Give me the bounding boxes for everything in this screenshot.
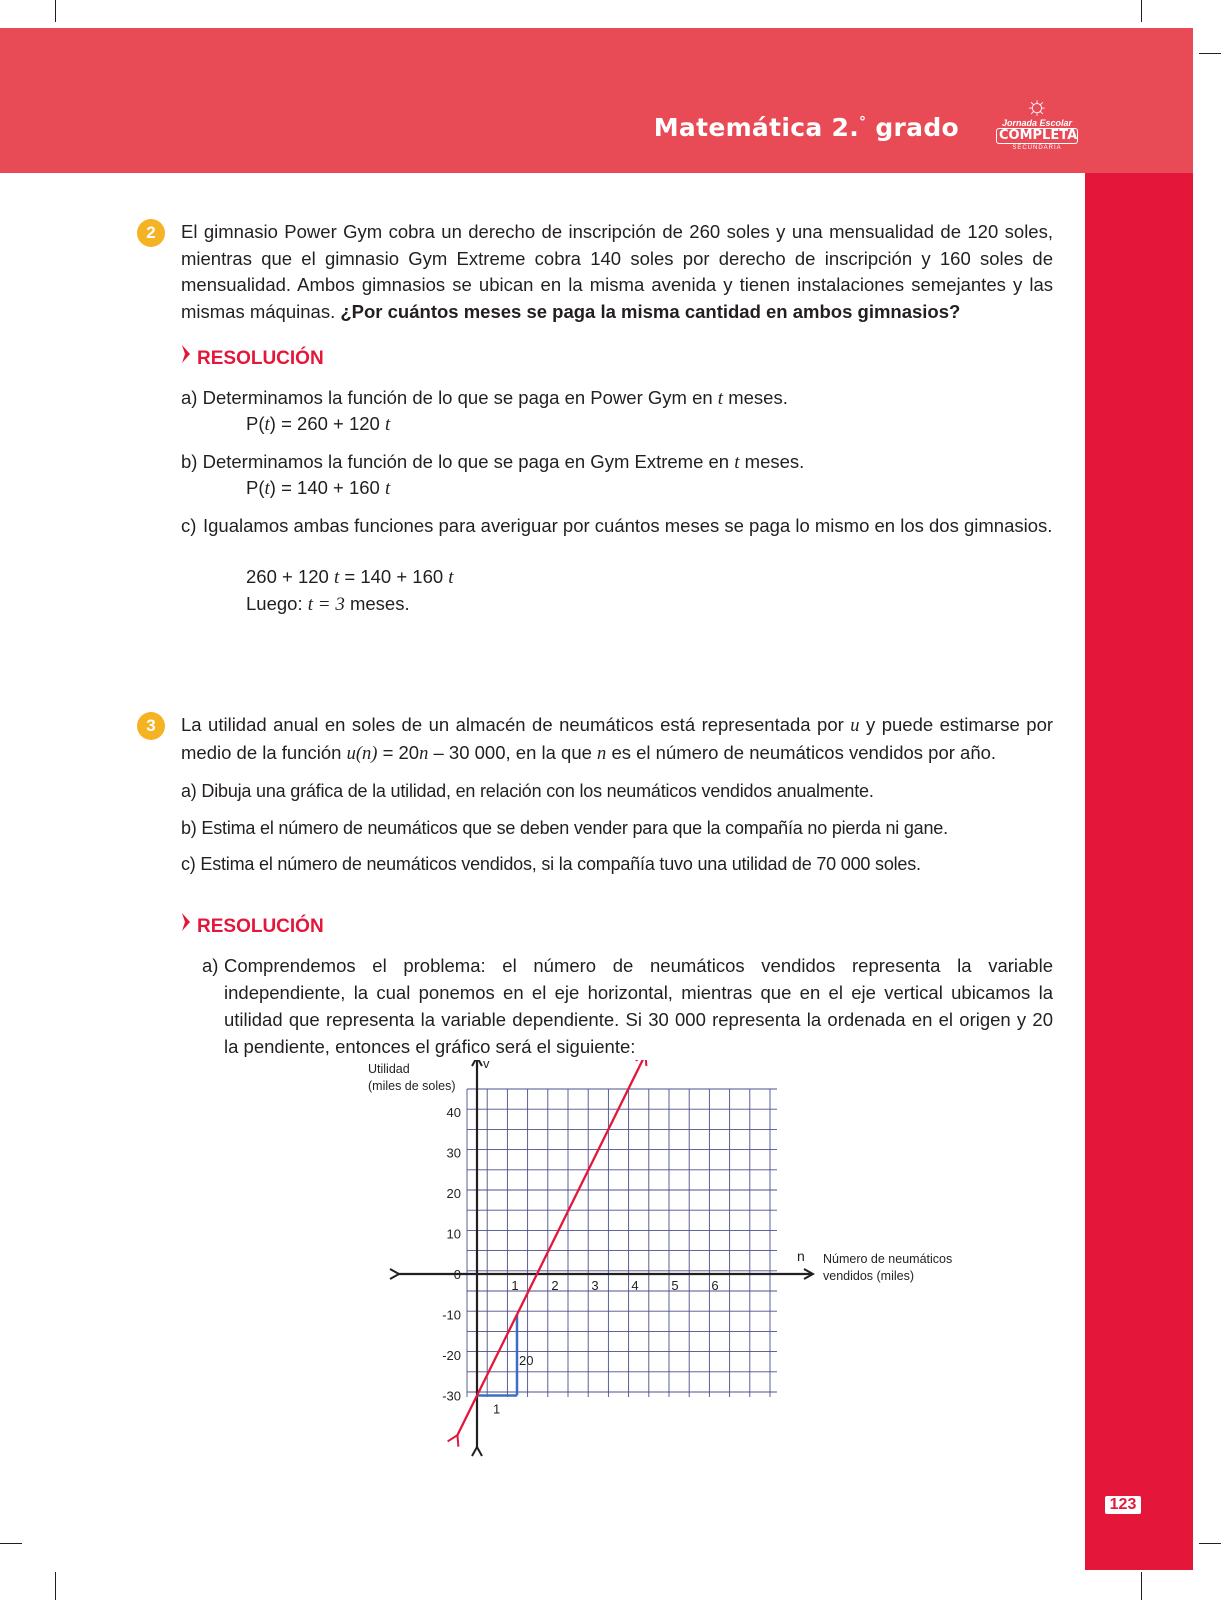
problem2-step-a: a) Determinamos la función de lo que se paga en Power Gym en t meses. bbox=[181, 387, 788, 409]
crop-mark bbox=[55, 0, 56, 22]
x-tick-label: 4 bbox=[631, 1278, 639, 1293]
y-tick-label: 20 bbox=[446, 1186, 461, 1201]
problem3-question-c: c) Estima el número de neumáticos vendidos, si la compañía tuvo una utilidad de 70 000 soles. bbox=[181, 854, 921, 874]
y-tick-label: -10 bbox=[442, 1307, 461, 1323]
x-axis-title: vendidos (miles) bbox=[823, 1269, 915, 1283]
problem-number-badge: 2 bbox=[137, 219, 165, 247]
sun-icon: ☼ bbox=[1025, 90, 1049, 120]
problem3-question-b: b) Estima el número de neumáticos que se deben vender para que la compañía no pierda ni gane. bbox=[181, 818, 948, 838]
y-tick-label: -20 bbox=[442, 1348, 461, 1363]
page-number: 123 bbox=[1105, 1496, 1141, 1514]
x-tick-label: 5 bbox=[671, 1278, 679, 1293]
chevron-right-icon bbox=[181, 344, 191, 370]
y-tick-label: 40 bbox=[446, 1105, 461, 1120]
utility-chart bbox=[360, 1060, 1000, 1485]
x-axis-title: Número de neumáticos bbox=[823, 1252, 953, 1266]
resolution-heading: RESOLUCIÓN bbox=[181, 344, 324, 370]
y-tick-label: 10 bbox=[446, 1226, 461, 1242]
crop-mark bbox=[0, 1543, 22, 1544]
formula-power-gym: P(t) = 260 + 120 t bbox=[246, 413, 391, 435]
slope-run-label: 1 bbox=[493, 1401, 501, 1417]
x-axis-letter: n bbox=[797, 1248, 805, 1264]
equation: 260 + 120 t = 140 + 160 t bbox=[246, 566, 454, 588]
side-color-bar bbox=[1085, 173, 1193, 1570]
formula-gym-extreme: P(t) = 140 + 160 t bbox=[246, 477, 391, 499]
series-line bbox=[457, 1060, 645, 1436]
x-tick-label: 6 bbox=[711, 1278, 719, 1293]
chevron-right-icon bbox=[181, 912, 191, 938]
x-tick-label: 3 bbox=[591, 1278, 599, 1293]
problem3-question-a: a) Dibuja una gráfica de la utilidad, en relación con los neumáticos vendidos anualmente. bbox=[181, 781, 874, 801]
y-tick-label: 0 bbox=[453, 1267, 461, 1282]
crop-mark bbox=[1199, 1543, 1221, 1544]
crop-mark bbox=[1141, 1572, 1142, 1600]
crop-mark bbox=[1141, 0, 1142, 22]
y-tick-label: 30 bbox=[446, 1145, 461, 1161]
problem3-resolution-a: a) Comprendemos el problema: el número de neumáticos vendidos representa la variable independiente, la cual ponemos en el eje horizontal, mientras que en el eje vertical ubicamos la utilidad que representa la variable dependiente. Si 30 000 representa la ordenada en el origen y 20 la pendiente, entonces el gráfico será el siguiente: bbox=[202, 955, 1053, 1057]
jornada-completa-logo: ☼ Jornada Escolar COMPLETA SECUNDARIA bbox=[996, 92, 1078, 156]
crop-mark bbox=[55, 1572, 56, 1600]
y-tick-label: -30 bbox=[442, 1388, 461, 1404]
x-tick-label: 2 bbox=[551, 1278, 559, 1293]
result: Luego: t = 3 meses. bbox=[246, 593, 410, 615]
page-title: Matemática 2.° grado bbox=[653, 113, 959, 142]
y-axis-title: Utilidad bbox=[368, 1062, 410, 1076]
slope-rise-label: 20 bbox=[519, 1353, 534, 1368]
problem-number-badge: 3 bbox=[137, 712, 165, 740]
resolution-heading: RESOLUCIÓN bbox=[181, 912, 324, 938]
crop-mark bbox=[1199, 53, 1221, 54]
y-axis-letter: v bbox=[483, 1060, 490, 1071]
problem2-step-b: b) Determinamos la función de lo que se paga en Gym Extreme en t meses. bbox=[181, 451, 805, 473]
problem3-statement: La utilidad anual en soles de un almacén de neumáticos está representada por u y puede estimarse por medio de la función u(n) = 20n – 30 000, en la que n es el número de neumáticos vendidos por año. bbox=[181, 714, 1054, 764]
y-axis-title: (miles de soles) bbox=[368, 1079, 456, 1093]
problem2-step-c: c) Igualamos ambas funciones para averiguar por cuántos meses se paga lo mismo en los dos gimnasios. bbox=[181, 515, 1053, 536]
x-tick-label: 1 bbox=[511, 1278, 519, 1293]
problem2-statement: El gimnasio Power Gym cobra un derecho de inscripción de 260 soles y una mensualidad de 120 soles, mientras que el gimnasio Gym Extreme cobra 140 soles por derecho de inscripción y 160 soles de mensualidad. Ambos gimnasios se ubican en la misma avenida y tienen instalaciones semejantes y las mismas máquinas. ¿Por cuántos meses se paga la misma cantidad en ambos gimnasios? bbox=[181, 221, 1053, 322]
